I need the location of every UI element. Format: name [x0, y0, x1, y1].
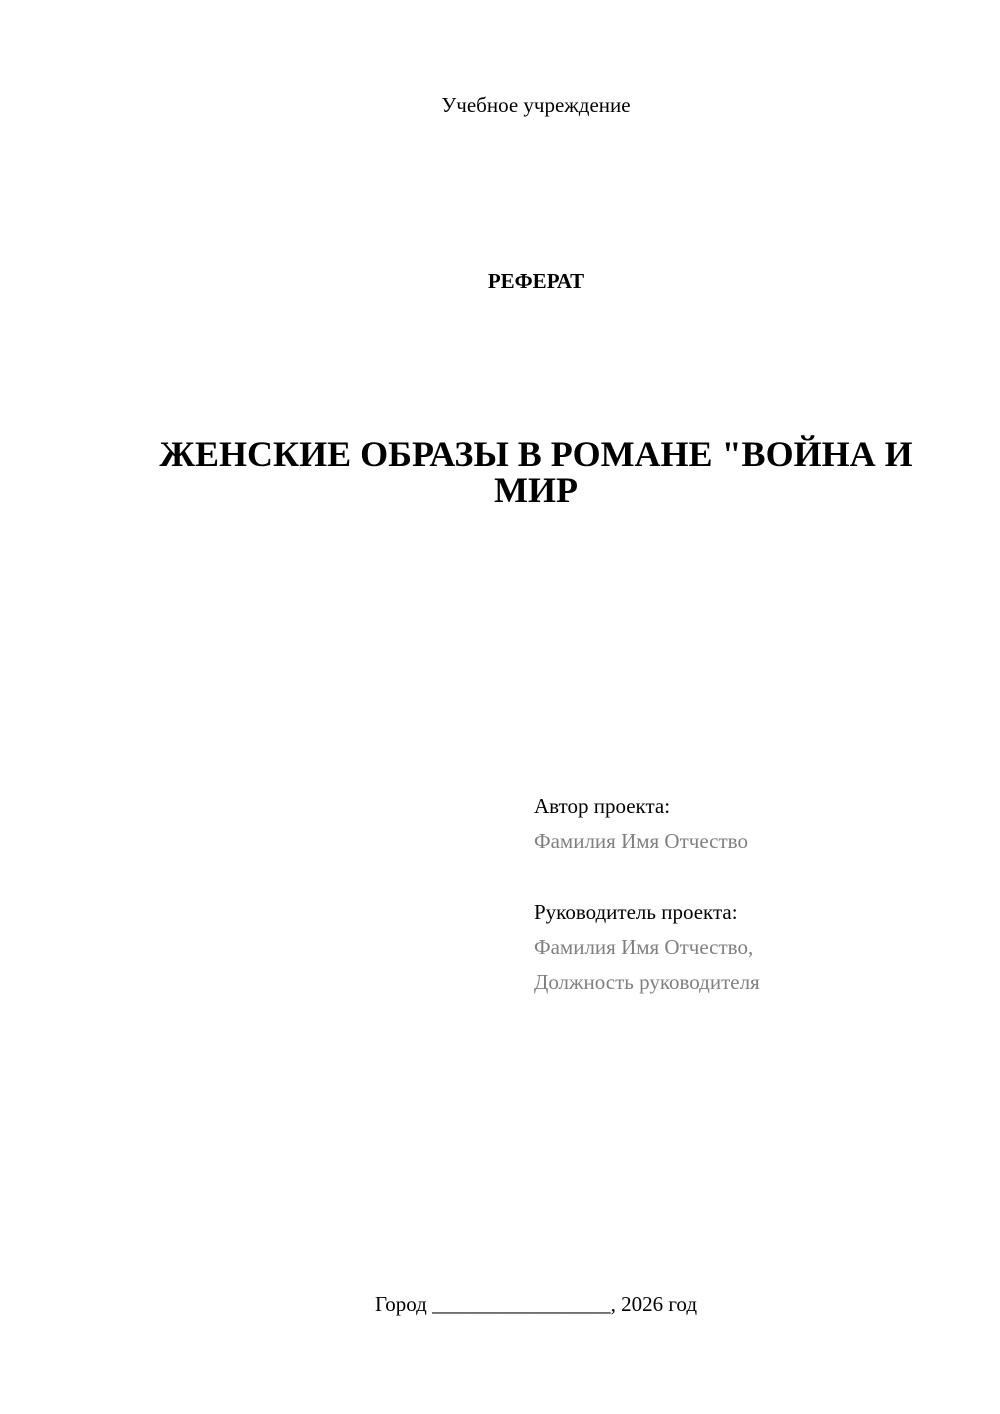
supervisor-name: Фамилия Имя Отчество, [534, 935, 754, 959]
city-year-line: Город _________________, 2026 год [374, 1292, 698, 1316]
document-type: РЕФЕРАТ [487, 269, 585, 293]
author-name: Фамилия Имя Отчество [534, 829, 748, 853]
credits-spacer [534, 859, 974, 895]
supervisor-label: Руководитель проекта: [534, 900, 738, 924]
supervisor-position: Должность руководителя [534, 970, 760, 994]
author-label: Автор проекта: [534, 794, 671, 818]
credits-block [534, 789, 974, 1000]
document-title: ЖЕНСКИЕ ОБРАЗЫ В РОМАНЕ "ВОЙНА И МИР [159, 434, 913, 510]
institution-name: Учебное учреждение [441, 93, 631, 117]
